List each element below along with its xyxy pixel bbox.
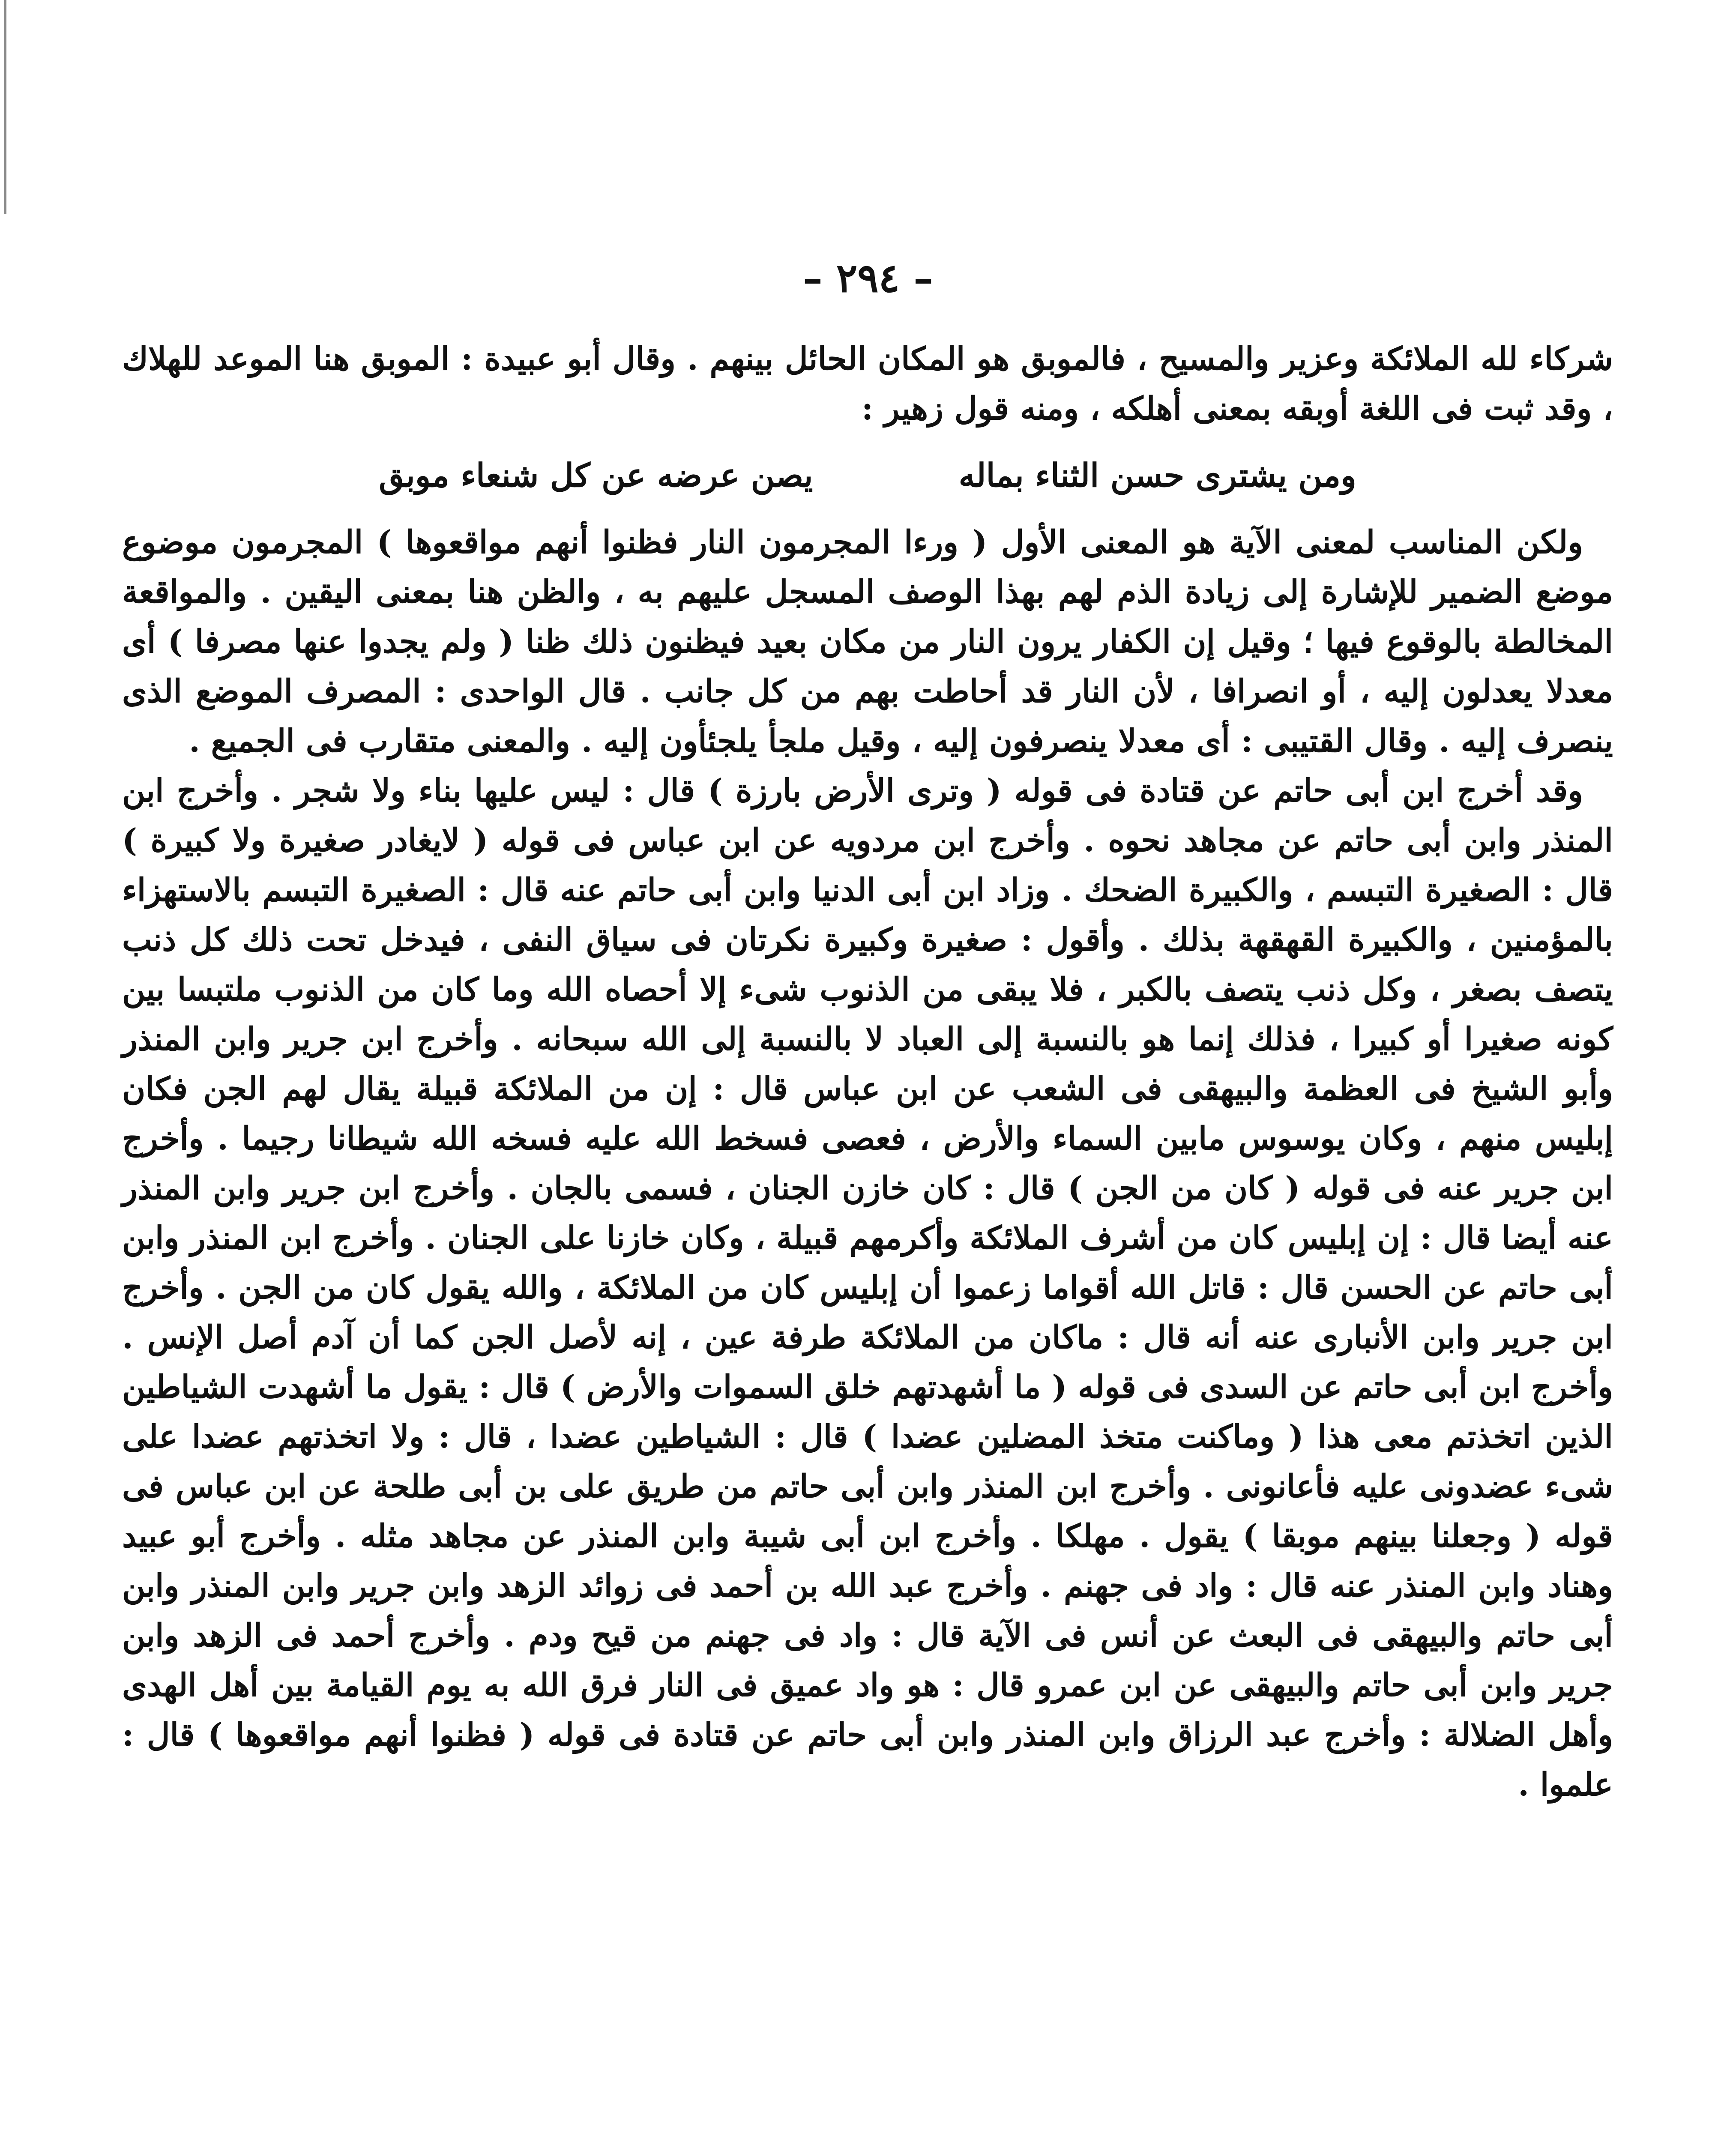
verse-second-hemistich: يصن عرضه عن كل شنعاء موبق: [379, 456, 813, 494]
paragraph-2: ولكن المناسب لمعنى الآية هو المعنى الأول ( ورءا المجرمون النار فظنوا أنهم مواقعوها ) المجرمون موضوع موضع الضمير للإشارة إلى زيادة الذم لهم بهذا الوصف المسجل عليهم به ، والظن هنا بمعنى اليقين . والمواقعة المخالطة بالوقوع فيها ؛ وقيل إن الكفار يرون النار من مكان بعيد فيظنون ذلك ظنا ( ولم يجدوا عنها مصرفا ) أى معدلا يعدلون إليه ، أو انصرافا ، لأن النار قد أحاطت بهم من كل جانب . قال الواحدى : المصرف الموضع الذى ينصرف إليه . وقال القتيبى : أى معدلا ينصرفون إليه ، وقيل ملجأ يلجئأون إليه . والمعنى متقارب فى الجميع .: [122, 524, 1613, 760]
paragraph-3: وقد أخرج ابن أبى حاتم عن قتادة فى قوله ( وترى الأرض بارزة ) قال : ليس عليها بناء ولا شجر . وأخرج ابن المنذر وابن أبى حاتم عن مجاهد نحوه . وأخرج ابن مردويه عن ابن عباس فى قوله ( لايغادر صغيرة ولا كبيرة ) قال : الصغيرة التبسم ، والكبيرة الضحك . وزاد ابن أبى الدنيا وابن أبى حاتم عنه قال : الصغيرة التبسم بالاستهزاء بالمؤمنين ، والكبيرة القهقهة بذلك . وأقول : صغيرة وكبيرة نكرتان فى سياق النفى ، فيدخل تحت ذلك كل ذنب يتصف بصغر ، وكل ذنب يتصف بالكبر ، فلا يبقى من الذنوب شىء إلا أحصاه الله وما كان من الذنوب ملتبسا بين كونه صغيرا أو كبيرا ، فذلك إنما هو بالنسبة إلى العباد لا بالنسبة إلى الله سبحانه . وأخرج ابن جرير وابن المنذر وأبو الشيخ فى العظمة والبيهقى فى الشعب عن ابن عباس قال : إن من الملائكة قبيلة يقال لهم الجن فكان إبليس منهم ، وكان يوسوس مابين السماء والأرض ، فعصى فسخط الله عليه فسخه الله شيطانا رجيما . وأخرج ابن جرير عنه فى قوله ( كان من الجن ) قال : كان خازن الجنان ، فسمى بالجان . وأخرج ابن جرير وابن المنذر عنه أيضا قال : إن إبليس كان من أشرف الملائكة وأكرمهم قبيلة ، وكان خازنا على الجنان . وأخرج ابن المنذر وابن أبى حاتم عن الحسن قال : قاتل الله أقواما زعموا أن إبليس كان من الملائكة ، والله يقول كان من الجن . وأخرج ابن جرير وابن الأنبارى عنه أنه قال : ماكان من الملائكة طرفة عين ، إنه لأصل الجن كما أن آدم أصل الإنس . وأخرج ابن أبى حاتم عن السدى فى قوله ( ما أشهدتهم خلق السموات والأرض ) قال : يقول ما أشهدت الشياطين الذين اتخذتم معى هذا ( وماكنت متخذ المضلين عضدا ) قال : الشياطين عضدا ، قال : ولا اتخذتهم عضدا على شىء عضدونى عليه فأعانونى . وأخرج ابن المنذر وابن أبى حاتم من طريق على بن أبى طلحة عن ابن عباس فى قوله ( وجعلنا بينهم موبقا ) يقول . مهلكا . وأخرج ابن أبى شيبة وابن المنذر عن مجاهد مثله . وأخرج أبو عبيد وهناد وابن المنذر عنه قال : واد فى جهنم . وأخرج عبد الله بن أحمد فى زوائد الزهد وابن جرير وابن المنذر وابن أبى حاتم والبيهقى فى البعث عن أنس فى الآية قال : واد فى جهنم من قيح ودم . وأخرج أحمد فى الزهد وابن جرير وابن أبى حاتم والبيهقى عن ابن عمرو قال : هو واد عميق فى النار فرق الله به يوم القيامة بين أهل الهدى وأهل الضلالة : وأخرج عبد الرزاق وابن المنذر وابن أبى حاتم عن قتادة فى قوله ( فظنوا أنهم مواقعوها ) قال : علموا .: [122, 772, 1613, 1803]
body-text: [122, 334, 1613, 1810]
poetry-verse: [122, 451, 1613, 500]
verse-first-hemistich: ومن يشترى حسن الثناء بماله: [958, 456, 1356, 494]
margin-rule: [4, 0, 6, 214]
page-number: – ٢٩٤ –: [802, 255, 934, 301]
paragraph-1: شركاء لله الملائكة وعزير والمسيح ، فالموبق هو المكان الحائل بينهم . وقال أبو عبيدة : الموبق هنا الموعد للهلاك ، وقد ثبت فى اللغة أوبقه بمعنى أهلكه ، ومنه قول زهير :: [122, 341, 1613, 427]
